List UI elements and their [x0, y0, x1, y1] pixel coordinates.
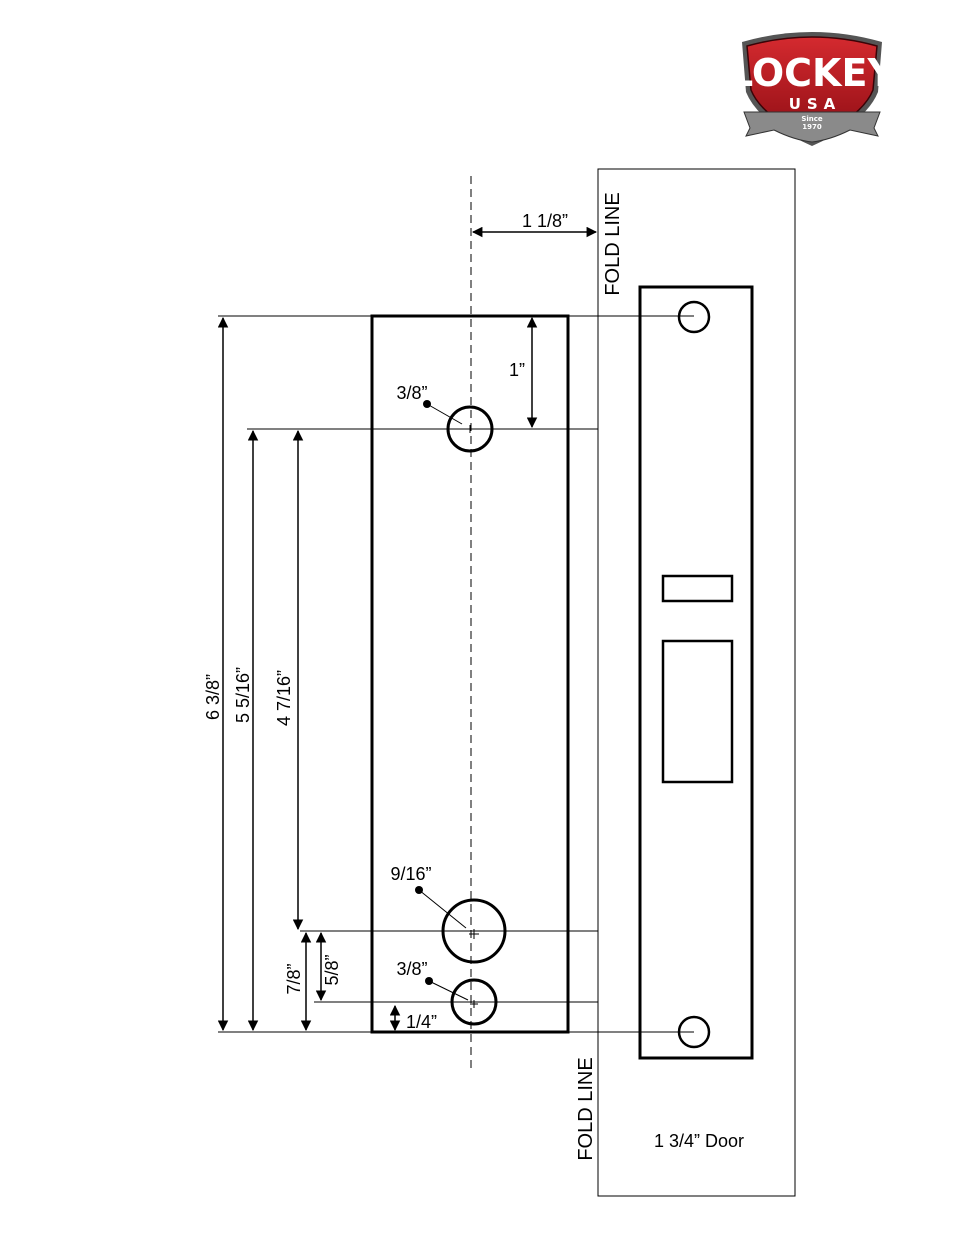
dim-label-hole-bottom-dia: 3/8” [396, 959, 428, 979]
hole-callout-leaders [419, 404, 468, 1000]
door-thickness-label: 1 3/4” Door [653, 1131, 745, 1151]
strike-plate-outline [372, 316, 568, 1032]
faceplate-screw-hole-top [679, 302, 709, 332]
faceplate-outline [640, 287, 752, 1058]
dim-label-hole-mid-dia: 9/16” [390, 864, 432, 884]
dim-label-4-7-16: 4 7/16” [274, 669, 294, 727]
dim-label-hole-top-dia: 3/8” [396, 383, 428, 403]
logo-brand-text: LOCKEY [729, 51, 895, 95]
dim-label-5-8: 5/8” [322, 954, 342, 986]
dimension-arrows [223, 232, 596, 1030]
dim-label-offset-center: 1 1/8” [521, 211, 569, 231]
door-outline [598, 169, 795, 1196]
dim-label-5-5-16: 5 5/16” [233, 666, 253, 724]
fold-line-label-top: FOLD LINE [602, 192, 624, 296]
lockey-logo [729, 32, 895, 146]
logo-since-label: Since [801, 115, 823, 123]
fold-line-label-bottom: FOLD LINE [575, 1057, 597, 1161]
dim-label-overall-length: 6 3/8” [203, 673, 223, 721]
logo-region-text: USA [788, 95, 842, 113]
dim-label-top-to-hole: 1” [508, 360, 526, 380]
lock-faceplate [640, 287, 752, 1058]
logo-since-year: 1970 [802, 123, 822, 131]
hole-callout-dots [415, 400, 433, 985]
dim-label-7-8: 7/8” [284, 963, 304, 995]
faceplate-latch-opening [663, 576, 732, 601]
faceplate-deadbolt-opening [663, 641, 732, 782]
dim-label-bottom-to-hole: 1/4” [406, 1012, 438, 1032]
